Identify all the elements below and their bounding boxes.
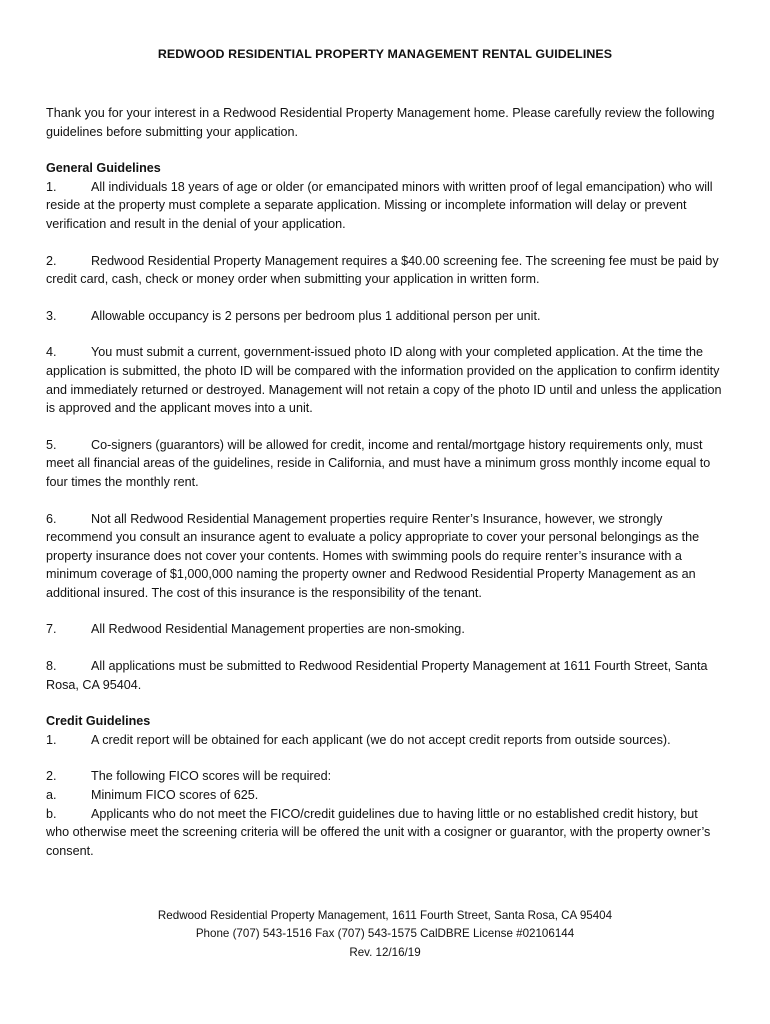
general-item-2 xyxy=(46,252,724,289)
general-item-7 xyxy=(46,620,724,639)
item-number: 1. xyxy=(46,732,57,747)
item-number: 2. xyxy=(46,769,57,784)
item-text: All applications must be submitted to Redwood Residential Property Management at 1611 Fourth Street, Santa Rosa, CA 95404. xyxy=(46,659,708,692)
general-item-5 xyxy=(46,436,724,492)
item-number: 3. xyxy=(46,308,57,323)
credit-item-1 xyxy=(46,731,724,750)
footer-address: Redwood Residential Property Management, 1611 Fourth Street, Santa Rosa, CA 95404 xyxy=(157,909,613,922)
general-item-1 xyxy=(46,178,724,234)
credit-item-2b xyxy=(46,805,724,861)
item-number: 8. xyxy=(46,659,57,674)
general-item-4 xyxy=(46,343,724,417)
general-guidelines-heading: General Guidelines xyxy=(46,161,161,176)
general-item-3 xyxy=(46,307,724,326)
item-number: 2. xyxy=(46,253,57,268)
item-number: 4. xyxy=(46,345,57,360)
item-number: a. xyxy=(46,788,57,803)
page-footer xyxy=(0,907,770,962)
credit-item-2a xyxy=(46,786,724,805)
item-number: 1. xyxy=(46,179,57,194)
document-title: REDWOOD RESIDENTIAL PROPERTY MANAGEMENT RENTAL GUIDELINES xyxy=(157,47,613,61)
general-item-6 xyxy=(46,510,724,603)
item-text: The following FICO scores will be required: xyxy=(91,769,332,784)
item-text: Not all Redwood Residential Management properties require Renter’s Insurance, however, we strongly recommend you consult an insurance agent to evaluate a policy appropriate to cover your personal belongings as the property insurance does not cover your contents. Homes with swimming pools do require renter’s insurance with a minimum coverage of $1,000,000 naming the property owner and Redwood Residential Property Management as an additional insured. The cost of this insurance is the responsibility of the tenant. xyxy=(46,511,700,600)
item-number: b. xyxy=(46,806,57,821)
item-number: 5. xyxy=(46,437,57,452)
intro-paragraph: Thank you for your interest in a Redwood Residential Property Management home. Please carefully review the following guidelines before submitting your application. xyxy=(46,106,715,139)
credit-guidelines-heading: Credit Guidelines xyxy=(46,714,151,729)
item-text: All individuals 18 years of age or older (or emancipated minors with written proof of legal emancipation) who will reside at the property must complete a separate application. Missing or incomplete information will delay or prevent verification and result in the denial of your application. xyxy=(46,179,713,231)
footer-revision: Rev. 12/16/19 xyxy=(349,945,421,959)
footer-contact: Phone (707) 543-1516 Fax (707) 543-1575 CalDBRE License #02106144 xyxy=(195,927,575,941)
item-text: Minimum FICO scores of 625. xyxy=(91,788,259,803)
item-text: Allowable occupancy is 2 persons per bedroom plus 1 additional person per unit. xyxy=(91,308,541,323)
item-text: Redwood Residential Property Management requires a $40.00 screening fee. The screening fee must be paid by credit card, cash, check or money order when submitting your application in written form. xyxy=(46,253,719,287)
item-text: Applicants who do not meet the FICO/credit guidelines due to having little or no established credit history, but who otherwise meet the screening criteria will be offered the unit with a cosigner or guarantor, with the property owner’s consent. xyxy=(46,806,711,858)
general-item-8 xyxy=(46,657,724,694)
item-number: 6. xyxy=(46,511,57,526)
item-text: All Redwood Residential Management properties are non-smoking. xyxy=(91,622,465,637)
item-text: Co-signers (guarantors) will be allowed for credit, income and rental/mortgage history requirements only, must meet all financial areas of the guidelines, reside in California, and must have a minimum gross monthly income equal to four times the monthly rent. xyxy=(46,437,711,489)
credit-item-2 xyxy=(46,767,724,786)
item-number: 7. xyxy=(46,622,57,637)
item-text: A credit report will be obtained for each applicant (we do not accept credit reports from outside sources). xyxy=(91,732,671,747)
item-text: You must submit a current, government-issued photo ID along with your completed application. At the time the application is submitted, the photo ID will be compared with the information provided on the application to confirm identity and immediately returned or destroyed. Management will not retain a copy of the photo ID until and unless the application is approved and the applicant moves into a unit. xyxy=(46,345,722,416)
